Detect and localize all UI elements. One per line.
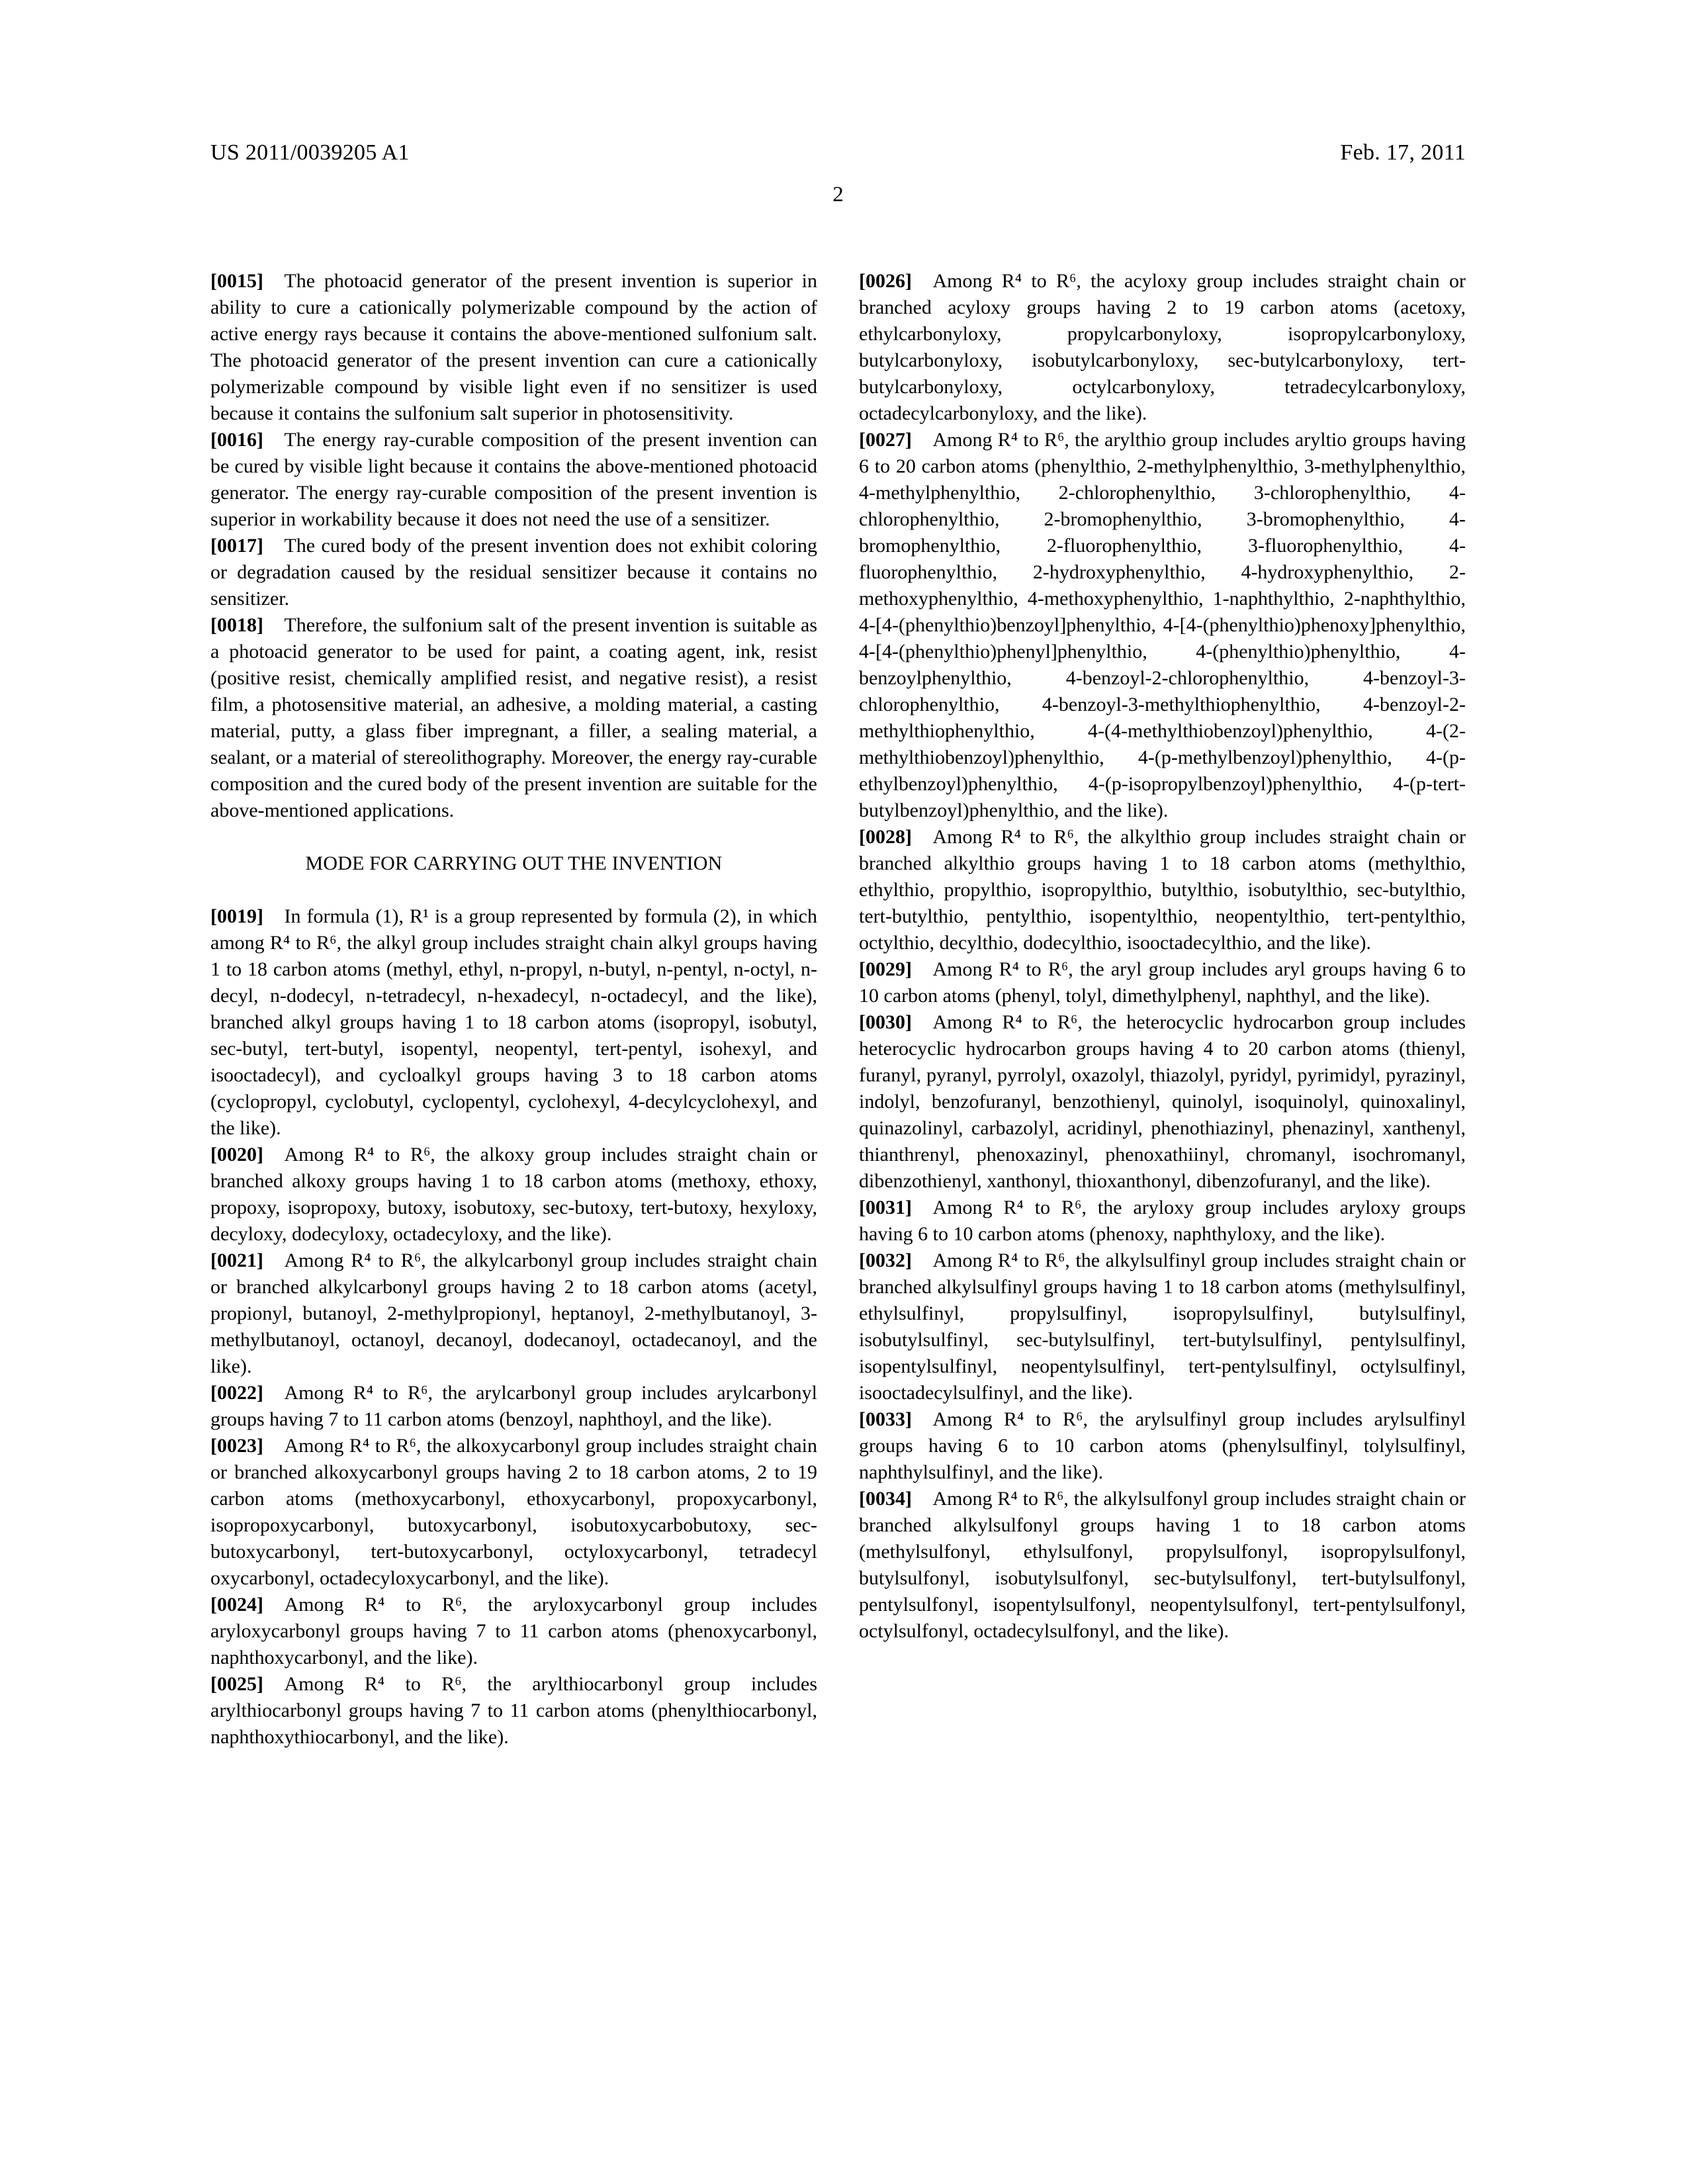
paragraph-0016 xyxy=(210,427,817,533)
paragraph-0028 xyxy=(859,824,1466,956)
paragraph-number: [0031] xyxy=(859,1197,912,1218)
paragraph-0033 xyxy=(859,1406,1466,1486)
paragraph-number: [0018] xyxy=(210,614,263,636)
section-heading: MODE FOR CARRYING OUT THE INVENTION xyxy=(305,852,723,874)
page-number: 2 xyxy=(832,183,844,206)
paragraph-0023 xyxy=(210,1433,817,1592)
paragraph-text: Among R⁴ to R⁶, the aryl group includes aryl groups having 6 to 10 carbon atoms (phenyl, tolyl, dimethylphenyl, naphthyl, and the like). xyxy=(859,958,1466,1007)
paragraph-number: [0027] xyxy=(859,429,912,451)
paragraph-text: The energy ray-curable composition of the present invention can be cured by visible light because it contains the above-mentioned photoacid generator. The energy ray-curable composition of the present invention is superior in workability because it does not need the use of a sensitizer. xyxy=(210,429,817,530)
paragraph-0030 xyxy=(859,1009,1466,1195)
paragraph-number: [0019] xyxy=(210,905,263,927)
paragraph-text: The photoacid generator of the present invention is superior in ability to cure a cationically polymerizable compound by the action of active energy rays because it contains the above-mentioned sulfonium salt. The photoacid generator of the present invention can cure a cationically polymerizable compound by visible light even if no sensitizer is used because it contains the sulfonium salt superior in photosensitivity. xyxy=(210,270,817,424)
paragraph-text: Among R⁴ to R⁶, the alkylcarbonyl group includes straight chain or branched alkylcarbonyl groups having 2 to 18 carbon atoms (acetyl, propionyl, butanoyl, 2-methylpropionyl, heptanoyl, 2-methylbutanoyl, 3-methylbutanoyl, octanoyl, decanoyl, dodecanoyl, octadecanoyl, and the like). xyxy=(210,1250,817,1377)
paragraph-text: Among R⁴ to R⁶, the arylcarbonyl group includes arylcarbonyl groups having 7 to 11 carbon atoms (benzoyl, naphthoyl, and the like). xyxy=(210,1382,817,1430)
paragraph-0034 xyxy=(859,1486,1466,1645)
paragraph-0021 xyxy=(210,1248,817,1380)
left-column xyxy=(210,268,817,1751)
patent-number: US 2011/0039205 A1 xyxy=(210,140,410,165)
paragraph-text: Among R⁴ to R⁶, the alkylthio group includes straight chain or branched alkylthio groups having 1 to 18 carbon atoms (methylthio, ethylthio, propylthio, isopropylthio, butylthio, isobutylthio, sec-butylthio, tert-butylthio, pentylthio, isopentylthio, neopentylthio, tert-pentylthio, octylthio, decylthio, dodecylthio, isooctadecylthio, and the like). xyxy=(859,826,1466,954)
paragraph-number: [0022] xyxy=(210,1382,263,1404)
two-column-body xyxy=(210,268,1466,1751)
paragraph-0032 xyxy=(859,1248,1466,1406)
paragraph-number: [0034] xyxy=(859,1488,912,1510)
paragraph-text: The cured body of the present invention does not exhibit coloring or degradation caused by the residual sensitizer because it contains no sensitizer. xyxy=(210,535,817,610)
paragraph-0029 xyxy=(859,956,1466,1009)
paragraph-text: Among R⁴ to R⁶, the alkoxycarbonyl group includes straight chain or branched alkoxycarbonyl groups having 2 to 18 carbon atoms, 2 to 19 carbon atoms (methoxycarbonyl, ethoxycarbonyl, propoxycarbonyl, isopropoxycarbonyl, butoxycarbonyl, isobutoxycarbobutoxy, sec-butoxycarbonyl, tert-butoxycarbonyl, octyloxycarbonyl, tetradecyl oxycarbonyl, octadecyloxycarbonyl, and the like). xyxy=(210,1435,817,1589)
paragraph-0015 xyxy=(210,268,817,427)
paragraph-0027 xyxy=(859,427,1466,824)
paragraph-number: [0020] xyxy=(210,1144,263,1165)
paragraph-0017 xyxy=(210,533,817,612)
paragraph-number: [0028] xyxy=(859,826,912,848)
paragraph-text: Among R⁴ to R⁶, the arylsulfinyl group includes arylsulfinyl groups having 6 to 10 carbon atoms (phenylsulfinyl, tolylsulfinyl, naphthylsulfinyl, and the like). xyxy=(859,1408,1466,1483)
paragraph-0026 xyxy=(859,268,1466,427)
paragraph-0031 xyxy=(859,1195,1466,1248)
paragraph-text: Therefore, the sulfonium salt of the present invention is suitable as a photoacid generator to be used for paint, a coating agent, ink, resist (positive resist, chemically amplified resist, and negative resist), a resist film, a photosensitive material, an adhesive, a molding material, a casting material, putty, a glass fiber impregnant, a filler, a sealing material, a sealant, or a material of stereolithography. Moreover, the energy ray-curable composition and the cured body of the present invention are suitable for the above-mentioned applications. xyxy=(210,614,817,821)
publication-date: Feb. 17, 2011 xyxy=(1340,140,1466,165)
right-column xyxy=(859,268,1466,1751)
paragraph-number: [0033] xyxy=(859,1408,912,1430)
paragraph-number: [0015] xyxy=(210,270,263,292)
paragraph-0018 xyxy=(210,612,817,824)
paragraph-text: Among R⁴ to R⁶, the alkoxy group includes straight chain or branched alkoxy groups having 1 to 18 carbon atoms (methoxy, ethoxy, propoxy, isopropoxy, butoxy, isobutoxy, sec-butoxy, tert-butoxy, hexyloxy, decyloxy, dodecyloxy, octadecyloxy, and the like). xyxy=(210,1144,817,1245)
paragraph-number: [0016] xyxy=(210,429,263,451)
paragraph-number: [0021] xyxy=(210,1250,263,1271)
paragraph-number: [0024] xyxy=(210,1594,263,1615)
paragraph-0024 xyxy=(210,1592,817,1671)
paragraph-text: Among R⁴ to R⁶, the arylthiocarbonyl group includes arylthiocarbonyl groups having 7 to 11 carbon atoms (phenylthiocarbonyl, naphthoxythiocarbonyl, and the like). xyxy=(210,1673,817,1748)
paragraph-number: [0025] xyxy=(210,1673,263,1695)
paragraph-0019 xyxy=(210,903,817,1142)
paragraph-number: [0026] xyxy=(859,270,912,292)
paragraph-0025 xyxy=(210,1671,817,1751)
running-header xyxy=(210,140,1466,165)
paragraph-text: Among R⁴ to R⁶, the aryloxycarbonyl group includes aryloxycarbonyl groups having 7 to 11 carbon atoms (phenoxycarbonyl, naphthoxycarbonyl, and the like). xyxy=(210,1594,817,1668)
paragraph-text: Among R⁴ to R⁶, the arylthio group includes aryltio groups having 6 to 20 carbon atoms (phenylthio, 2-methylphenylthio, 3-methylphenylthio, 4-methylphenylthio, 2-chlorophenylthio, 3-chlorophenylthio, 4-chlorophenylthio, 2-bromophenylthio, 3-bromophenylthio, 4-bromophenylthio, 2-fluorophenylthio, 3-fluorophenylthio, 4-fluorophenylthio, 2-hydroxyphenylthio, 4-hydroxyphenylthio, 2-methoxyphenylthio, 4-methoxyphenylthio, 1-naphthylthio, 2-naphthylthio, 4-[4-(phenylthio)benzoyl]phenylthio, 4-[4-(phenylthio)phenoxy]phenylthio, 4-[4-(phenylthio)phenyl]phenylthio, 4-(phenylthio)phenylthio, 4-benzoylphenylthio, 4-benzoyl-2-chlorophenylthio, 4-benzoyl-3-chlorophenylthio, 4-benzoyl-3-methylthiophenylthio, 4-benzoyl-2-methylthiophenylthio, 4-(4-methylthiobenzoyl)phenylthio, 4-(2-methylthiobenzoyl)phenylthio, 4-(p-methylbenzoyl)phenylthio, 4-(p-ethylbenzoyl)phenylthio, 4-(p-isopropylbenzoyl)phenylthio, 4-(p-tert-butylbenzoyl)phenylthio, and the like). xyxy=(859,429,1466,821)
paragraph-0020 xyxy=(210,1142,817,1248)
paragraph-number: [0029] xyxy=(859,958,912,980)
paragraph-text: Among R⁴ to R⁶, the aryloxy group includes aryloxy groups having 6 to 10 carbon atoms (phenoxy, naphthyloxy, and the like). xyxy=(859,1197,1466,1245)
paragraph-number: [0032] xyxy=(859,1250,912,1271)
paragraph-text: Among R⁴ to R⁶, the alkylsulfinyl group includes straight chain or branched alkylsulfinyl groups having 1 to 18 carbon atoms (methylsulfinyl, ethylsulfinyl, propylsulfinyl, isopropylsulfinyl, butylsulfinyl, isobutylsulfinyl, sec-butylsulfinyl, tert-butylsulfinyl, pentylsulfinyl, isopentylsulfinyl, neopentylsulfinyl, tert-pentylsulfinyl, octylsulfinyl, isooctadecylsulfinyl, and the like). xyxy=(859,1250,1466,1404)
paragraph-number: [0023] xyxy=(210,1435,263,1457)
paragraph-text: In formula (1), R¹ is a group represented by formula (2), in which among R⁴ to R⁶, the alkyl group includes straight chain alkyl groups having 1 to 18 carbon atoms (methyl, ethyl, n-propyl, n-butyl, n-pentyl, n-octyl, n-decyl, n-dodecyl, n-tetradecyl, n-hexadecyl, n-octadecyl, and the like), branched alkyl groups having 1 to 18 carbon atoms (isopropyl, isobutyl, sec-butyl, tert-butyl, isopentyl, neopentyl, tert-pentyl, isohexyl, and isooctadecyl), and cycloalkyl groups having 3 to 18 carbon atoms (cyclopropyl, cyclobutyl, cyclopentyl, cyclohexyl, 4-decylcyclohexyl, and the like). xyxy=(210,905,817,1139)
paragraph-text: Among R⁴ to R⁶, the alkylsulfonyl group includes straight chain or branched alkylsulfonyl groups having 1 to 18 carbon atoms (methylsulfonyl, ethylsulfonyl, propylsulfonyl, isopropylsulfonyl, butylsulfonyl, isobutylsulfonyl, sec-butylsulfonyl, tert-butylsulfonyl, pentylsulfonyl, isopentylsulfonyl, neopentylsulfonyl, tert-pentylsulfonyl, octylsulfonyl, octadecylsulfonyl, and the like). xyxy=(859,1488,1466,1642)
paragraph-text: Among R⁴ to R⁶, the heterocyclic hydrocarbon group includes heterocyclic hydrocarbon groups having 4 to 20 carbon atoms (thienyl, furanyl, pyranyl, pyrrolyl, oxazolyl, thiazolyl, pyridyl, pyrimidyl, pyrazinyl, indolyl, benzofuranyl, benzothienyl, quinolyl, isoquinolyl, quinoxalinyl, quinazolinyl, carbazolyl, acridinyl, phenothiazinyl, phenazinyl, xanthenyl, thianthrenyl, phenoxazinyl, phenoxathiinyl, chromanyl, isochromanyl, dibenzothienyl, xanthonyl, thioxanthonyl, dibenzofuranyl, and the like). xyxy=(859,1011,1466,1192)
paragraph-0022 xyxy=(210,1380,817,1433)
paragraph-number: [0030] xyxy=(859,1011,912,1033)
paragraph-number: [0017] xyxy=(210,535,263,557)
paragraph-text: Among R⁴ to R⁶, the acyloxy group includes straight chain or branched acyloxy groups having 2 to 19 carbon atoms (acetoxy, ethylcarbonyloxy, propylcarbonyloxy, isopropylcarbonyloxy, butylcarbonyloxy, isobutylcarbonyloxy, sec-butylcarbonyloxy, tert-butylcarbonyloxy, octylcarbonyloxy, tetradecylcarbonyloxy, octadecylcarbonyloxy, and the like). xyxy=(859,270,1466,424)
